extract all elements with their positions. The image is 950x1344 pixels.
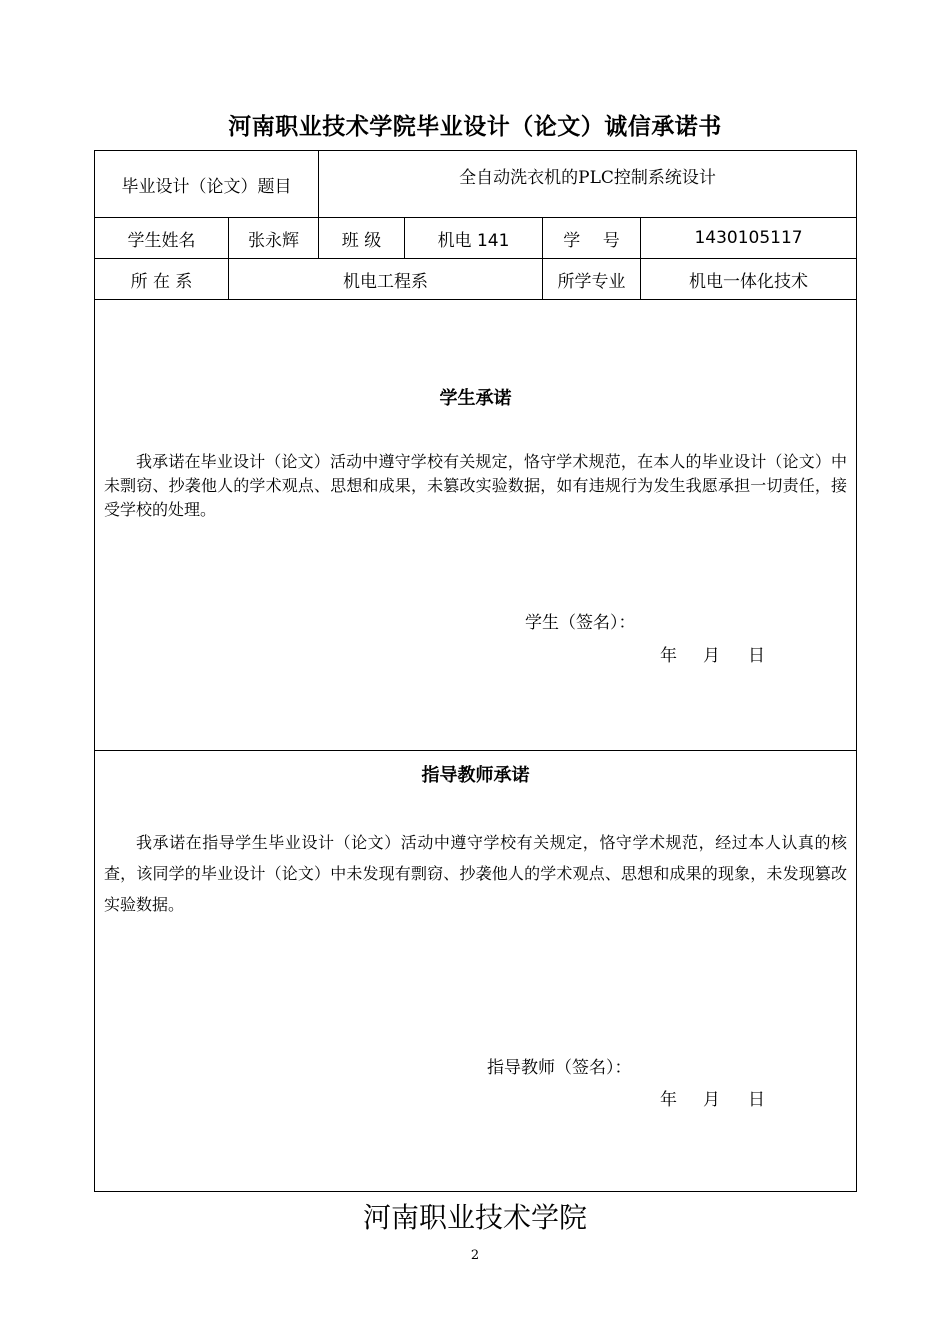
class-label: 班 级 [319,218,405,259]
teacher-date-day: 日 [748,1090,765,1110]
student-pledge-heading: 学生承诺 [439,388,512,409]
major-value: 机电一体化技术 [641,259,857,300]
student-date-year: 年 [660,646,677,666]
student-date-month: 月 [703,646,720,666]
student-pledge-section [95,300,857,751]
footer-school-name: 河南职业技术学院 [362,1201,587,1234]
page-number: 2 [470,1248,480,1263]
student-signature-label: 学生（签名）： [525,613,636,633]
department-value: 机电工程系 [229,259,543,300]
topic-value: 全自动洗衣机的PLC控制系统设计 [319,151,857,218]
student-pledge-body: 我承诺在毕业设计（论文）活动中遵守学校有关规定，恪守学术规范，在本人的毕业设计（论文）中未剽窃、抄袭他人的学术观点、思想和成果，未篡改实验数据，如有违规行为发生我愿承担一切责任，接受学校的处理。 [104,452,848,519]
topic-label: 毕业设计（论文）题目 [95,151,319,218]
student-date-day: 日 [748,646,765,666]
teacher-date-year: 年 [660,1090,677,1110]
major-label: 所学专业 [543,259,641,300]
student-id-value: 1430105117 [641,218,857,259]
teacher-pledge-body: 我承诺在指导学生毕业设计（论文）活动中遵守学校有关规定，恪守学术规范，经过本人认真的核查，该同学的毕业设计（论文）中未发现有剽窃、抄袭他人的学术观点、思想和成果的现象，未发现篡改实验数据。 [104,833,848,914]
student-pledge-row [95,300,857,751]
teacher-date [660,1085,765,1110]
class-value: 机电 141 [405,218,543,259]
teacher-pledge-section [95,751,857,1192]
teacher-signature-label: 指导教师（签名）： [487,1058,632,1078]
student-name-label: 学生姓名 [95,218,229,259]
student-info-row [95,218,857,259]
teacher-pledge-row [95,751,857,1192]
student-name-value: 张永辉 [229,218,319,259]
teacher-date-month: 月 [703,1090,720,1110]
teacher-pledge-heading: 指导教师承诺 [421,765,530,786]
topic-row [95,151,857,218]
document-title: 河南职业技术学院毕业设计（论文）诚信承诺书 [228,114,722,140]
department-label: 所 在 系 [95,259,229,300]
student-date [660,641,765,666]
department-row [95,259,857,300]
student-id-label: 学 号 [543,218,641,259]
pledge-form-table [94,150,857,1192]
